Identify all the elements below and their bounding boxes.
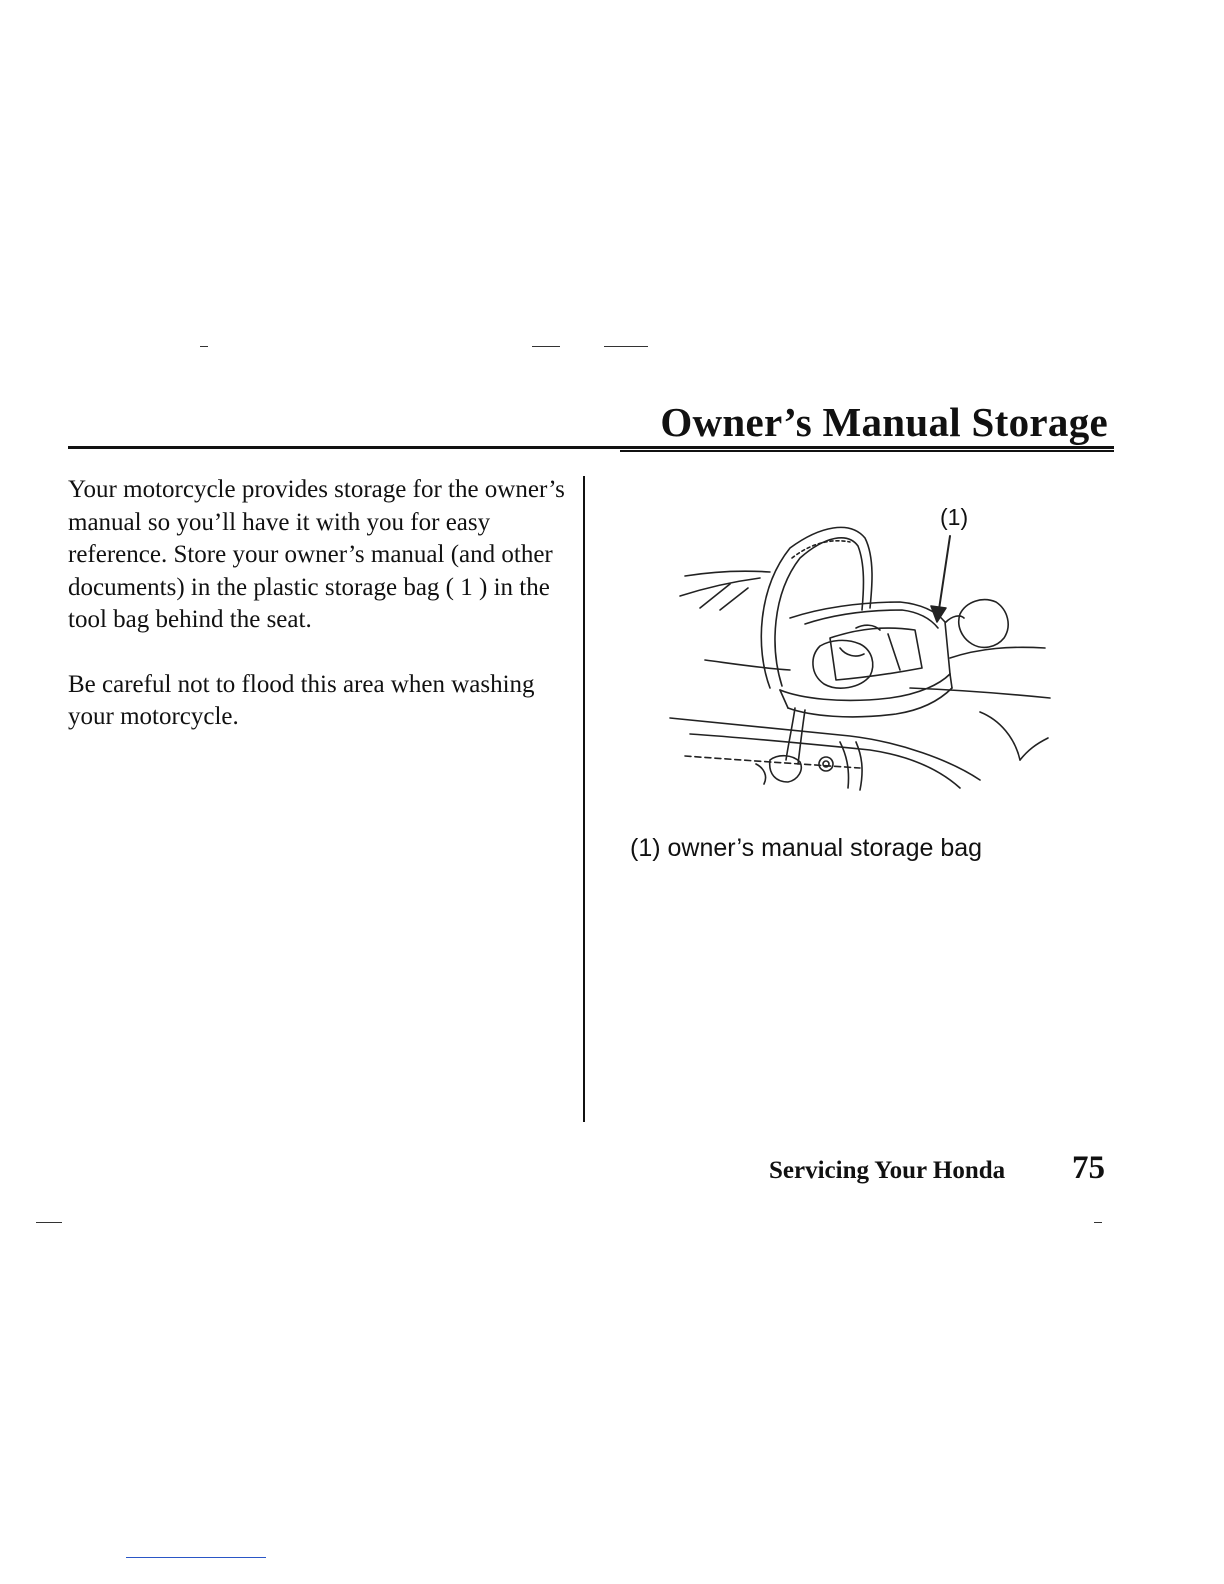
link-underline (126, 1557, 266, 1558)
scan-mark (532, 346, 560, 347)
scan-mark (36, 1222, 62, 1223)
scan-mark (1094, 1222, 1102, 1223)
figure-caption: (1) owner’s manual storage bag (630, 834, 983, 862)
scan-mark (200, 346, 208, 347)
scan-mark (604, 346, 648, 347)
body-text (68, 474, 568, 766)
column-divider (583, 476, 585, 1122)
paragraph-storage: Your motorcycle provides storage for the owner’s manual so you’ll have it with you for easy reference. Store your owner’s manual (and other documents) in the plastic storage bag ( 1 ) in the tool bag behind the seat. (68, 476, 565, 633)
paragraph-caution: Be careful not to flood this area when washing your motorcycle. (68, 670, 535, 730)
page-title: Owner’s Manual Storage (660, 399, 1108, 445)
header-rule-accent (620, 450, 1114, 452)
figure-callout-1: (1) (940, 504, 969, 530)
storage-bag-illustration (660, 498, 1060, 808)
footer-section-title: Servicing Your Honda (769, 1157, 1006, 1184)
header-rule (68, 446, 1114, 449)
page-number: 75 (1072, 1150, 1105, 1186)
